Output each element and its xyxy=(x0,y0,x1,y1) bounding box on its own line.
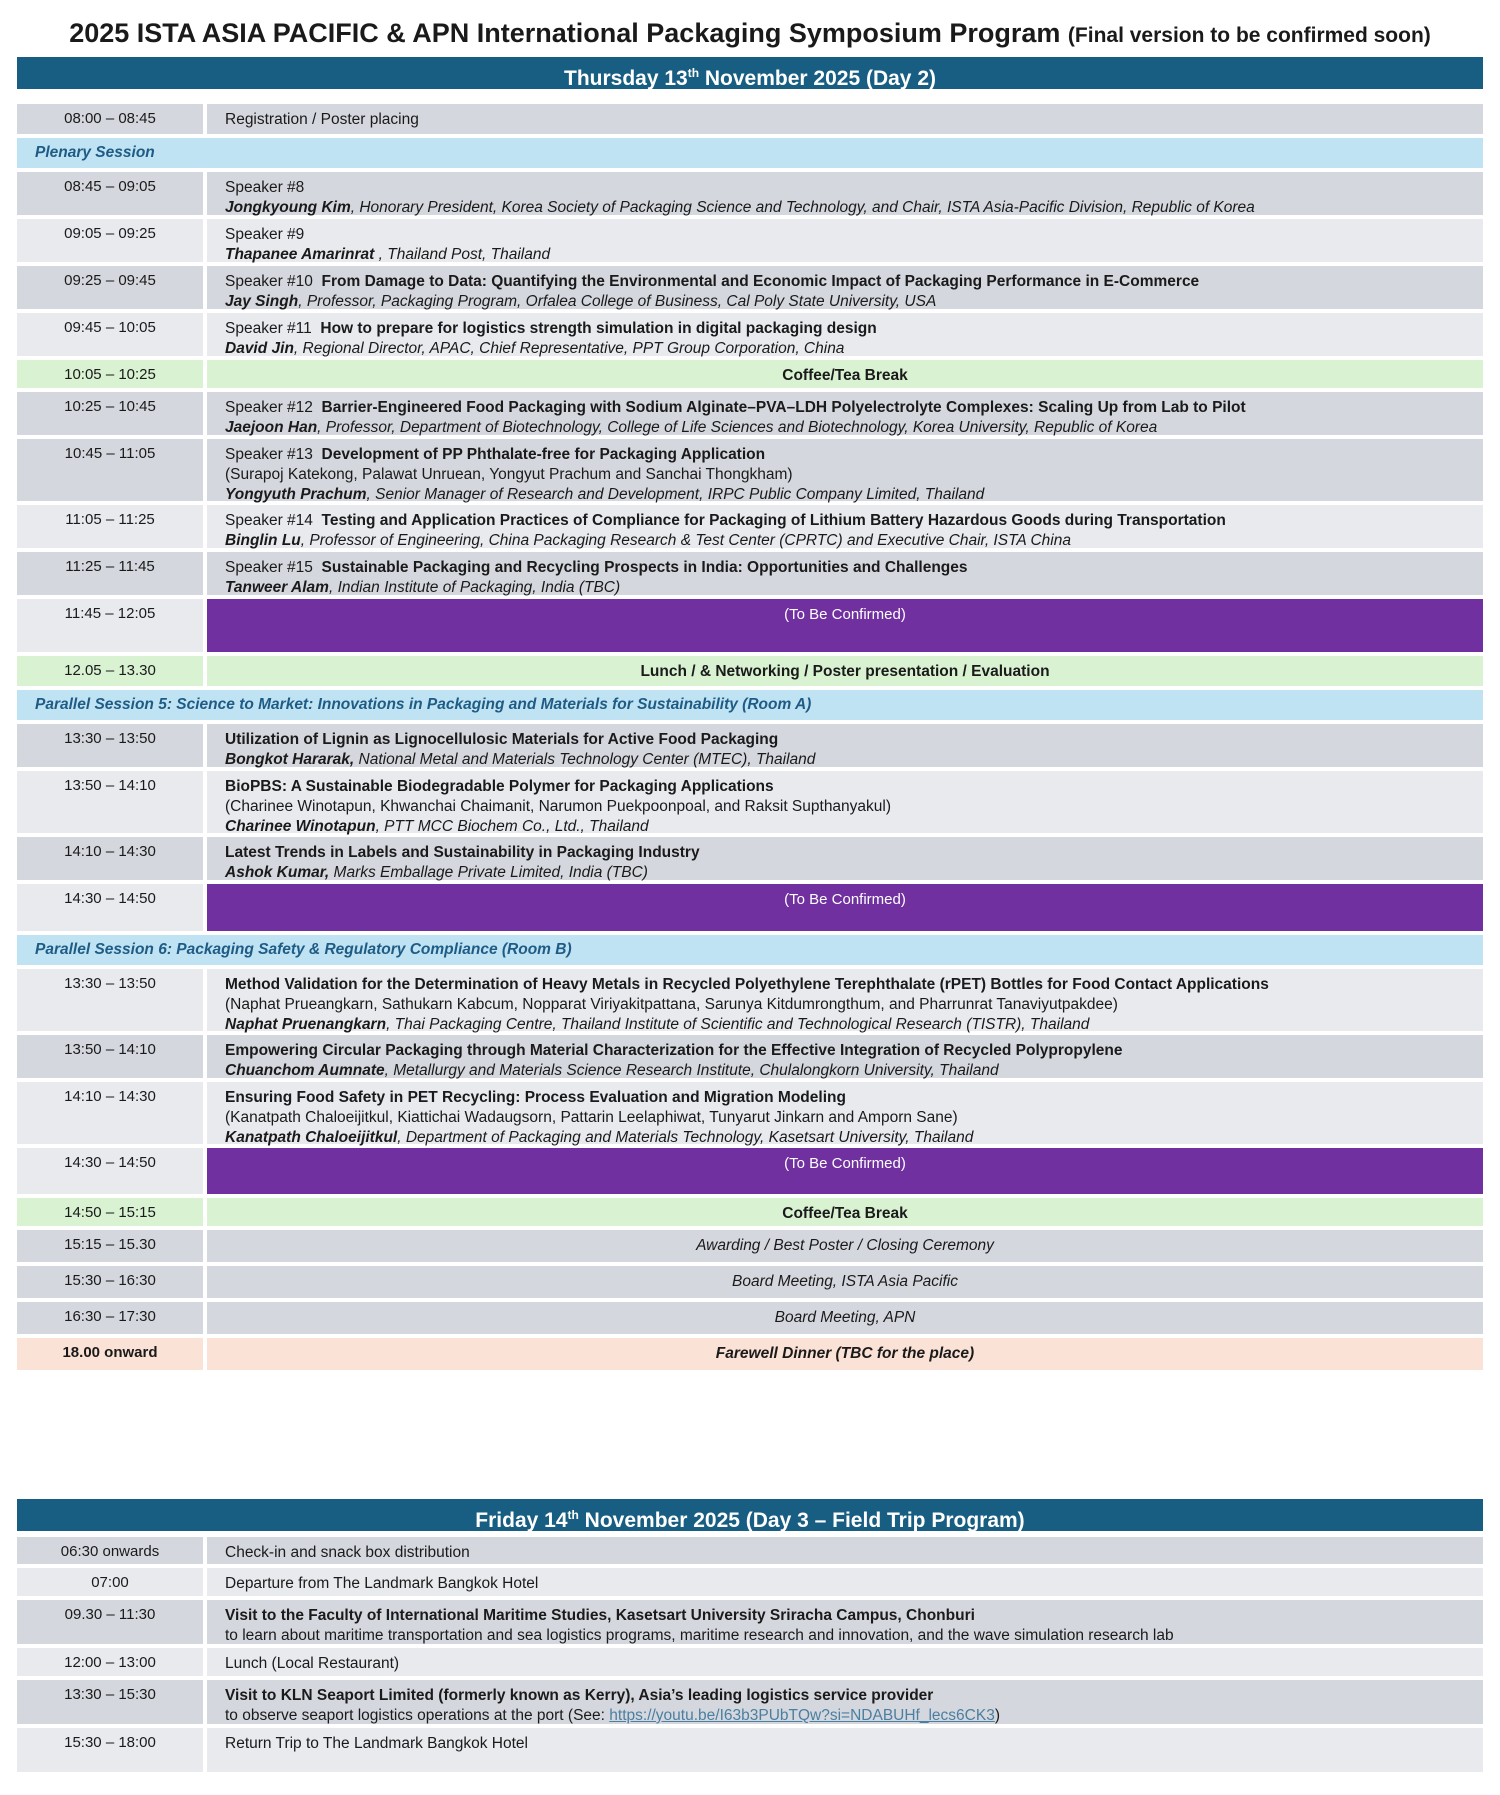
lunch-row xyxy=(17,656,1483,686)
speaker-affiliation: , Indian Institute of Packaging, India (TBC) xyxy=(328,579,621,596)
day2-header-text-2: November 2025 (Day 2) xyxy=(699,67,936,90)
time-cell: 12:00 – 13:00 xyxy=(17,1648,203,1676)
tbc-row xyxy=(17,599,1483,652)
day3-header-sup: th xyxy=(567,1508,579,1522)
session6-talk-row xyxy=(17,1035,1483,1078)
time-cell: 09:05 – 09:25 xyxy=(17,219,203,262)
plenary-session-label: Plenary Session xyxy=(17,138,1483,168)
page-title xyxy=(0,18,1500,49)
speaker-row-10 xyxy=(17,266,1483,309)
talk-topic: From Damage to Data: Quantifying the Environmental and Economic Impact of Packaging Performance in E-Commerce xyxy=(321,273,1200,290)
talk-topic: Latest Trends in Labels and Sustainability in Packaging Industry xyxy=(225,844,700,861)
speaker-number: Speaker #13 xyxy=(225,446,313,463)
dinner-label: Farewell Dinner (TBC for the place) xyxy=(207,1338,1483,1370)
co-authors: (Naphat Prueangkarn, Sathukarn Kabcum, Nopparat Viriyakitpattana, Sarunya Kitdumrongthum, and Pharrunrat Tanaviyutpakdee) xyxy=(225,996,1118,1013)
time-cell: 15:15 – 15.30 xyxy=(17,1230,203,1262)
visit-title: Visit to KLN Seaport Limited (formerly known as Kerry), Asia’s leading logistics service provider xyxy=(225,1687,934,1704)
closing-row xyxy=(17,1266,1483,1298)
speaker-number: Speaker #15 xyxy=(225,559,313,576)
session5-talk-row xyxy=(17,724,1483,767)
time-cell: 14:10 – 14:30 xyxy=(17,837,203,880)
time-cell: 08:00 – 08:45 xyxy=(17,104,203,134)
content-cell xyxy=(207,1600,1483,1644)
time-cell: 13:30 – 13:50 xyxy=(17,969,203,1031)
tbc-label: (To Be Confirmed) xyxy=(207,1148,1483,1194)
talk-topic: BioPBS: A Sustainable Biodegradable Polymer for Packaging Applications xyxy=(225,778,774,795)
speaker-affiliation: , Professor of Engineering, China Packaging Research & Test Center (CPRTC) and Executive Chair, ISTA China xyxy=(300,532,1071,549)
content-cell xyxy=(207,724,1483,767)
content-cell xyxy=(207,505,1483,548)
registration-row xyxy=(17,104,1483,134)
time-cell: 08:45 – 09:05 xyxy=(17,172,203,215)
speaker-name: Charinee Winotapun xyxy=(225,818,376,835)
content-cell: Check-in and snack box distribution xyxy=(207,1537,1483,1564)
speaker-name: Kanatpath Chaloeijitkul xyxy=(225,1129,398,1146)
time-cell: 11:45 – 12:05 xyxy=(17,599,203,652)
speaker-number: Speaker #12 xyxy=(225,399,313,416)
speaker-name: Jongkyoung Kim xyxy=(225,199,351,216)
content-cell: Return Trip to The Landmark Bangkok Hotel xyxy=(207,1728,1483,1772)
visit-description-end: ) xyxy=(994,1707,1000,1724)
fieldtrip-row xyxy=(17,1600,1483,1644)
session6-talk-row xyxy=(17,1082,1483,1144)
speaker-row-15 xyxy=(17,552,1483,595)
talk-topic: Method Validation for the Determination of Heavy Metals in Recycled Polyethylene Terephthalate (rPET) Bottles for Food Contact Applications xyxy=(225,976,1269,993)
visit-description: to learn about maritime transportation and sea logistics programs, maritime research and innovation, and the wave simulation research lab xyxy=(225,1627,1174,1644)
content-cell xyxy=(207,313,1483,356)
content-cell: Lunch (Local Restaurant) xyxy=(207,1648,1483,1676)
fieldtrip-row xyxy=(17,1648,1483,1676)
talk-topic: Utilization of Lignin as Lignocellulosic Materials for Active Food Packaging xyxy=(225,731,779,748)
coffee-break-row xyxy=(17,1198,1483,1226)
content-cell xyxy=(207,439,1483,501)
speaker-number: Speaker #8 xyxy=(225,179,305,196)
fieldtrip-row xyxy=(17,1728,1483,1772)
time-cell: 10:25 – 10:45 xyxy=(17,392,203,435)
speaker-row-13 xyxy=(17,439,1483,501)
talk-topic: Testing and Application Practices of Compliance for Packaging of Lithium Battery Hazardous Goods during Transportation xyxy=(321,512,1226,529)
content-cell xyxy=(207,1680,1483,1724)
co-authors: (Surapoj Katekong, Palawat Unruean, Yongyut Prachum and Sanchai Thongkham) xyxy=(225,466,793,483)
day2-header-text: Thursday 13 xyxy=(564,67,688,90)
time-cell: 11:25 – 11:45 xyxy=(17,552,203,595)
coffee-break-row xyxy=(17,360,1483,388)
speaker-affiliation: , Senior Manager of Research and Development, IRPC Public Company Limited, Thailand xyxy=(366,486,985,503)
speaker-number: Speaker #9 xyxy=(225,226,305,243)
day3-header-text: Friday 14 xyxy=(475,1509,568,1532)
tbc-row xyxy=(17,884,1483,931)
title-note: (Final version to be confirmed soon) xyxy=(1067,24,1431,47)
session6-talk-row xyxy=(17,969,1483,1031)
content-cell xyxy=(207,1035,1483,1078)
speaker-number: Speaker #10 xyxy=(225,273,313,290)
closing-row xyxy=(17,1302,1483,1334)
talk-topic: Ensuring Food Safety in PET Recycling: Process Evaluation and Migration Modeling xyxy=(225,1089,846,1106)
session5-talk-row xyxy=(17,837,1483,880)
fieldtrip-row xyxy=(17,1568,1483,1596)
time-cell: 14:50 – 15:15 xyxy=(17,1198,203,1226)
speaker-row-12 xyxy=(17,392,1483,435)
day2-header-sup: th xyxy=(687,66,700,80)
content-cell xyxy=(207,837,1483,880)
speaker-row-8 xyxy=(17,172,1483,215)
time-cell: 10:45 – 11:05 xyxy=(17,439,203,501)
speaker-affiliation: Marks Emballage Private Limited, India (TBC) xyxy=(329,864,648,881)
time-cell: 14:10 – 14:30 xyxy=(17,1082,203,1144)
speaker-name: Chuanchom Aumnate xyxy=(225,1062,385,1079)
co-authors: (Charinee Winotapun, Khwanchai Chaimanit, Narumon Puekpoonpoal, and Raksit Supthanyakul) xyxy=(225,798,892,815)
visit-title: Visit to the Faculty of International Maritime Studies, Kasetsart University Sriracha Campus, Chonburi xyxy=(225,1607,975,1624)
talk-topic: Development of PP Phthalate-free for Packaging Application xyxy=(321,446,766,463)
content-cell xyxy=(207,771,1483,833)
speaker-name: Tanweer Alam xyxy=(225,579,329,596)
time-cell: 09:25 – 09:45 xyxy=(17,266,203,309)
speaker-affiliation: National Metal and Materials Technology Center (MTEC), Thailand xyxy=(354,751,816,768)
speaker-name: Bongkot Hararak, xyxy=(225,751,355,768)
speaker-row-9 xyxy=(17,219,1483,262)
speaker-affiliation: , Professor, Packaging Program, Orfalea College of Business, Cal Poly State University, USA xyxy=(298,293,937,310)
speaker-name: David Jin xyxy=(225,340,294,357)
content-cell xyxy=(207,1082,1483,1144)
speaker-number: Speaker #11 xyxy=(225,320,312,337)
content-cell xyxy=(207,392,1483,435)
talk-topic: Barrier-Engineered Food Packaging with Sodium Alginate–PVA–LDH Polyelectrolyte Complexes: Scaling Up from Lab to Pilot xyxy=(321,399,1246,416)
speaker-affiliation: , Metallurgy and Materials Science Research Institute, Chulalongkorn University, Thailand xyxy=(384,1062,999,1079)
talk-topic: Sustainable Packaging and Recycling Prospects in India: Opportunities and Challenges xyxy=(321,559,968,576)
farewell-dinner-row xyxy=(17,1338,1483,1370)
tbc-label: (To Be Confirmed) xyxy=(207,599,1483,652)
time-cell: 07:00 xyxy=(17,1568,203,1596)
tbc-label: (To Be Confirmed) xyxy=(207,884,1483,931)
day2-table xyxy=(17,104,1483,1374)
tbc-row xyxy=(17,1148,1483,1194)
speaker-name: Ashok Kumar, xyxy=(225,864,330,881)
time-cell: 15:30 – 18:00 xyxy=(17,1728,203,1772)
time-cell: 09:45 – 10:05 xyxy=(17,313,203,356)
time-cell: 14:30 – 14:50 xyxy=(17,884,203,931)
speaker-number: Speaker #14 xyxy=(225,512,313,529)
video-link[interactable]: https://youtu.be/I63b3PUbTQw?si=NDABUHf_lecs6CK3 xyxy=(609,1707,995,1724)
time-cell: 09.30 – 11:30 xyxy=(17,1600,203,1644)
day3-table xyxy=(17,1537,1483,1776)
speaker-affiliation: , Thailand Post, Thailand xyxy=(374,246,551,263)
speaker-row-11 xyxy=(17,313,1483,356)
closing-label: Awarding / Best Poster / Closing Ceremony xyxy=(207,1230,1483,1262)
content-cell: Departure from The Landmark Bangkok Hotel xyxy=(207,1568,1483,1596)
fieldtrip-row xyxy=(17,1537,1483,1564)
session5-talk-row xyxy=(17,771,1483,833)
speaker-affiliation: , Thai Packaging Centre, Thailand Institute of Scientific and Technological Research (TISTR), Thailand xyxy=(386,1016,1090,1033)
speaker-affiliation: , Regional Director, APAC, Chief Representative, PPT Group Corporation, China xyxy=(293,340,845,357)
visit-description: to observe seaport logistics operations at the port (See: xyxy=(225,1707,610,1724)
time-cell: 12.05 – 13.30 xyxy=(17,656,203,686)
co-authors: (Kanatpath Chaloeijitkul, Kiattichai Wadaugsorn, Pattarin Leelaphiwat, Tunyarut Jinkarn and Amporn Sane) xyxy=(225,1109,958,1126)
content-cell xyxy=(207,266,1483,309)
break-label: Coffee/Tea Break xyxy=(207,360,1483,388)
speaker-row-14 xyxy=(17,505,1483,548)
time-cell: 14:30 – 14:50 xyxy=(17,1148,203,1194)
content-cell xyxy=(207,219,1483,262)
speaker-name: Binglin Lu xyxy=(225,532,301,549)
time-cell: 13:50 – 14:10 xyxy=(17,1035,203,1078)
content-cell xyxy=(207,969,1483,1031)
time-cell: 16:30 – 17:30 xyxy=(17,1302,203,1334)
day2-header xyxy=(17,57,1483,89)
speaker-name: Naphat Pruenangkarn xyxy=(225,1016,387,1033)
speaker-affiliation: , PTT MCC Biochem Co., Ltd., Thailand xyxy=(375,818,649,835)
content-cell xyxy=(207,552,1483,595)
speaker-name: Yongyuth Prachum xyxy=(225,486,367,503)
speaker-affiliation: , Professor, Department of Biotechnology, College of Life Sciences and Biotechnology, Korea University, Republic of Korea xyxy=(317,419,1158,436)
lunch-label: Lunch / & Networking / Poster presentation / Evaluation xyxy=(207,656,1483,686)
time-cell: 15:30 – 16:30 xyxy=(17,1266,203,1298)
time-cell: 10:05 – 10:25 xyxy=(17,360,203,388)
content-cell: Registration / Poster placing xyxy=(207,104,1483,134)
parallel-session-6-label: Parallel Session 6: Packaging Safety & Regulatory Compliance (Room B) xyxy=(17,935,1483,965)
content-cell xyxy=(207,172,1483,215)
day3-header xyxy=(17,1499,1483,1531)
time-cell: 13:30 – 15:30 xyxy=(17,1680,203,1724)
day3-header-text-2: November 2025 (Day 3 – Field Trip Program) xyxy=(578,1509,1025,1532)
closing-label: Board Meeting, ISTA Asia Pacific xyxy=(207,1266,1483,1298)
title-main: 2025 ISTA ASIA PACIFIC & APN International Packaging Symposium Program xyxy=(69,18,1061,48)
time-cell: 06:30 onwards xyxy=(17,1537,203,1564)
break-label: Coffee/Tea Break xyxy=(207,1198,1483,1226)
speaker-name: Jay Singh xyxy=(225,293,299,310)
closing-label: Board Meeting, APN xyxy=(207,1302,1483,1334)
parallel-session-5-label: Parallel Session 5: Science to Market: Innovations in Packaging and Materials for Sustainability (Room A) xyxy=(17,690,1483,720)
time-cell: 13:50 – 14:10 xyxy=(17,771,203,833)
talk-topic: Empowering Circular Packaging through Material Characterization for the Effective Integration of Recycled Polypropylene xyxy=(225,1042,1123,1059)
speaker-affiliation: , Department of Packaging and Materials Technology, Kasetsart University, Thailand xyxy=(397,1129,974,1146)
speaker-name: Jaejoon Han xyxy=(225,419,318,436)
time-cell: 18.00 onward xyxy=(17,1338,203,1370)
time-cell: 13:30 – 13:50 xyxy=(17,724,203,767)
speaker-affiliation: , Honorary President, Korea Society of Packaging Science and Technology, and Chair, ISTA Asia-Pacific Division, Republic of Korea xyxy=(350,199,1255,216)
time-cell: 11:05 – 11:25 xyxy=(17,505,203,548)
talk-topic: How to prepare for logistics strength simulation in digital packaging design xyxy=(320,320,877,337)
closing-row xyxy=(17,1230,1483,1262)
speaker-name: Thapanee Amarinrat xyxy=(225,246,375,263)
fieldtrip-row xyxy=(17,1680,1483,1724)
